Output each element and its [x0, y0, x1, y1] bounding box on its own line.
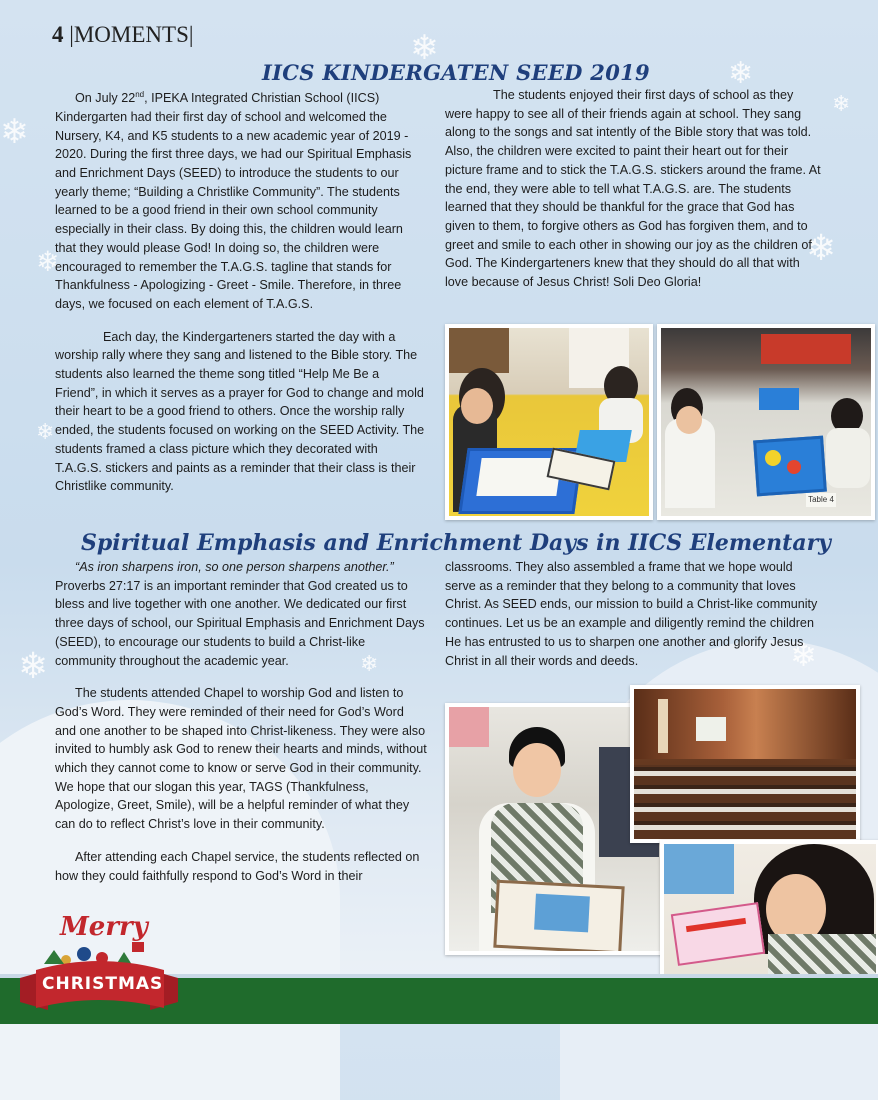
snowflake-icon: ❄	[36, 420, 55, 445]
table-sign: Table 4	[806, 493, 836, 507]
article1-right-column	[445, 86, 823, 292]
snowflake-icon: ❄	[790, 636, 817, 674]
page-header	[52, 22, 193, 48]
section-name: |MOMENTS|	[69, 22, 194, 47]
article1-paragraph-2: Each day, the Kindergarteners started the day with a worship rally where they sang and listened to the Bible story. The students also learned the theme song titled “Help Me Be a Friend”, in which it serves as a prayer for God to change and mold their heart to be a good friend to others. Once the worship rally ended, the students focused on working on the SEED Activity. The students framed a class picture which they decorated with T.A.G.S. stickers and paints as a reminder that their class is their Christlike community.	[55, 329, 425, 494]
photo-elementary-girl-drawing	[660, 840, 878, 988]
snowflake-icon: ❄	[832, 92, 851, 117]
snowflake-icon: ❄	[0, 112, 29, 152]
snowflake-icon: ❄	[728, 56, 754, 91]
merry-text: Merry	[60, 912, 148, 942]
snowflake-icon: ❄	[410, 28, 439, 68]
article1-paragraph-3: The students enjoyed their first days of school as they were happy to see all of their friends again at school. They sang along to the songs and sat intently of the Bible story that was told. Also, the children were excited to paint their heart out for their picture frame and to stick the T.A.G.S. stickers around the frame. At the end, they were able to tell what T.A.G.S. are. The students learned that they should be thankful for the grace that God has given to them, to forgive others as God has forgiven them, and to greet and smile to each other in showing our joy as the children of God. The Kindergarteners knew that they should do all that with love because of Jesus Christ! Soli Deo Gloria!	[445, 88, 821, 290]
article2-paragraph-2: The students attended Chapel to worship God and listen to God’s Word. They were reminded of their need for God’s Word and one another to be shaped into Christ-likeness. They were also invited to humbly ask God to renew their hearts and minds, without which they cannot come to know or serve God in their community. We hope that our slogan this year, TAGS (Thankfulness, Apologize, Greet, Smile), will be a helpful reminder of what they can do to reflect Christ’s love in their community.	[55, 686, 427, 832]
article2-left-column	[55, 558, 427, 885]
article2-right-column	[445, 558, 823, 670]
page-number: 4	[52, 22, 64, 47]
article-title-elementary: Spiritual Emphasis and Enrichment Days in IICS Elementary	[81, 530, 831, 556]
photo-kindergarten-painting	[445, 324, 653, 520]
christmas-text: CHRISTMAS	[42, 974, 164, 994]
article1-paragraph-1: On July 22nd, IPEKA Integrated Christian School (IICS) Kindergarten had their first day of school and welcomed the Nursery, K4, and K5 students to a new academic year of 2019 - 2020. During the first three days, we had our Spiritual Emphasis and Enrichment Days (SEED) to introduce the students to our yearly theme; “Building a Christlike Community”. The students learned to be a good friend in their own school community especially in their class. By doing this, the children would learn that they would please God! In doing so, the children were encouraged to remember the T.A.G.S. tagline that stands for Thankfulness - Apologizing - Greet - Smile. Therefore, in three days, we focused on each element of T.A.G.S.	[55, 90, 412, 311]
photo-kindergarten-stickers	[657, 324, 875, 520]
snowflake-icon: ❄	[360, 652, 379, 677]
snowflake-icon: ❄	[36, 245, 60, 278]
merry-christmas-badge	[14, 912, 184, 1022]
bible-quote: “As iron sharpens iron, so one person sharpens another.”	[75, 560, 394, 574]
article2-paragraph-3: After attending each Chapel service, the students reflected on how they could faithfully respond to God’s Word in their	[55, 849, 420, 883]
snowflake-icon: ❄	[806, 228, 837, 269]
article2-paragraph-4: classrooms. They also assembled a frame that we hope would serve as a reminder that they belong to a community that loves Christ. As SEED ends, our mission to build a Christ-like community continues. Let us be an example and diligently remind the children He has entrusted to us to sharpen one another and glorify Jesus Christ in all their words and deeds.	[445, 560, 818, 668]
snowflake-icon: ❄	[18, 646, 49, 687]
article-title-kindergarten: IICS KINDERGATEN SEED 2019	[262, 60, 650, 85]
article2-paragraph-1: Proverbs 27:17 is an important reminder that God created us to bless and live together with one another. We dedicated our first three days of school, our Spiritual Emphasis and Enrichment Days (SEED), to encourage our students to build a Christ-like community throughout the academic year.	[55, 578, 425, 668]
article1-left-column	[55, 86, 425, 496]
photo-elementary-chapel	[630, 685, 860, 843]
